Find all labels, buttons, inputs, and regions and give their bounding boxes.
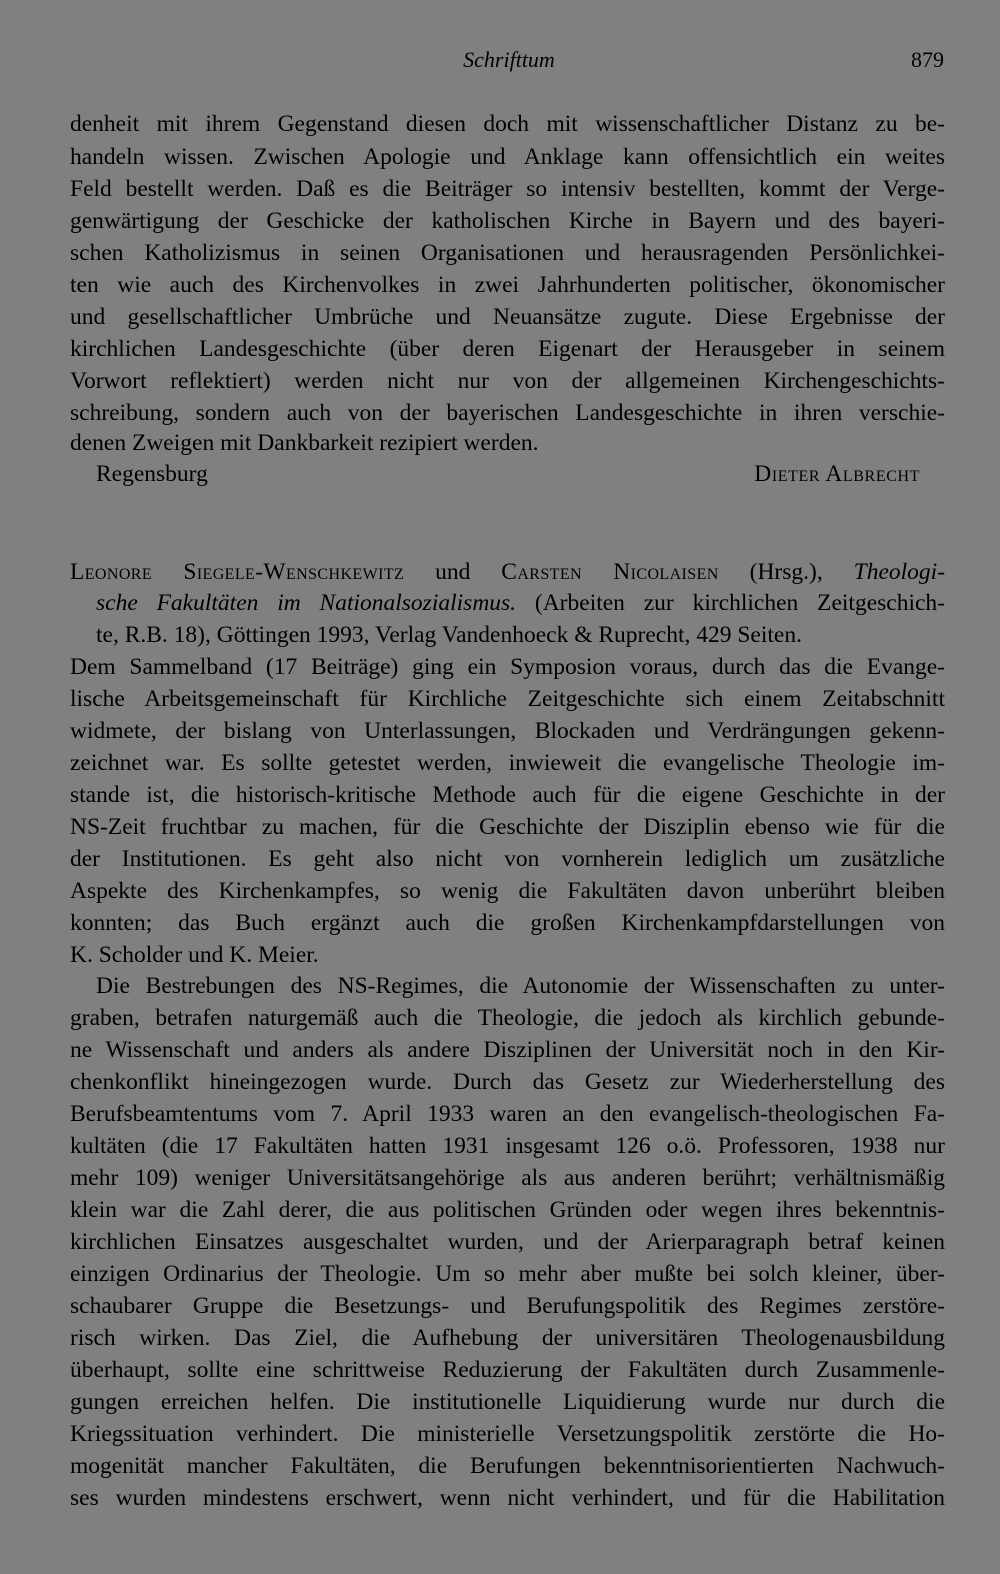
citation-title-part1: Theologi- — [853, 559, 946, 585]
text-line: widmete, der bislang von Unterlassungen, Blockaden und Verdrängungen gekenn- — [70, 718, 945, 744]
citation-hrsg: (Hrsg.), — [718, 559, 854, 585]
text-line: schaubarer Gruppe die Besetzungs- und Berufungspolitik des Regimes zerstöre- — [70, 1293, 945, 1319]
text-line: ses wurden mindestens erschwert, wenn nicht verhindert, und für die Habilitation — [70, 1485, 945, 1511]
text-line: Kriegssituation verhindert. Die ministerielle Versetzungspolitik zerstörte die Ho- — [70, 1421, 945, 1447]
text-line: graben, betrafen naturgemäß auch die Theologie, die jedoch als kirchlich gebunde- — [70, 1005, 945, 1031]
text-line: zeichnet war. Es sollte getestet werden, inwieweit die evangelische Theologie im- — [70, 750, 945, 776]
text-line: denheit mit ihrem Gegenstand diesen doch mit wissenschaftlicher Distanz zu be- — [70, 111, 945, 137]
text-line: Vorwort reflektiert) werden nicht nur von der allgemeinen Kirchengeschichts- — [70, 368, 945, 394]
text-line: und gesellschaftlicher Umbrüche und Neuansätze zugute. Diese Ergebnisse der — [70, 304, 945, 330]
text-line: NS-Zeit fruchtbar zu machen, für die Geschichte der Disziplin ebenso wie für die — [70, 814, 945, 840]
text-line: Feld bestellt werden. Daß es die Beiträger so intensiv bestellten, kommt der Verge- — [70, 176, 945, 202]
text-line: denen Zweigen mit Dankbarkeit rezipiert werden. — [70, 430, 539, 456]
text-line: handeln wissen. Zwischen Apologie und Anklage kann offensichtlich ein weites — [70, 144, 945, 170]
text-line: genwärtigung der Geschicke der katholischen Kirche in Bayern und des bayeri- — [70, 208, 945, 234]
text-line: konnten; das Buch ergänzt auch die großen Kirchenkampfdarstellungen von — [70, 910, 945, 936]
text-line: chenkonflikt hineingezogen wurde. Durch das Gesetz zur Wiederherstellung des — [70, 1069, 945, 1095]
text-line: risch wirken. Das Ziel, die Aufhebung der universitären Theologenausbildung — [70, 1325, 945, 1351]
review-place: Regensburg — [96, 461, 208, 487]
text-line: mehr 109) weniger Universitätsangehörige als aus anderen berührt; verhältnismäßig — [70, 1165, 945, 1191]
running-title: Schrifttum — [463, 47, 555, 72]
citation-line-3: te, R.B. 18), Göttingen 1993, Verlag Vandenhoeck & Ruprecht, 429 Seiten. — [96, 622, 802, 648]
page-number: 879 — [911, 47, 944, 72]
text-line: lische Arbeitsgemeinschaft für Kirchliche Zeitgeschichte sich einem Zeitabschnitt — [70, 686, 945, 712]
citation-editor-2: Carsten Nicolaisen — [501, 559, 719, 585]
text-line: schen Katholizismus in seinen Organisationen und herausragenden Persönlichkei- — [70, 240, 945, 266]
text-line: Dem Sammelband (17 Beiträge) ging ein Symposion voraus, durch das die Evange- — [70, 654, 945, 680]
text-line: schreibung, sondern auch von der bayerischen Landesgeschichte in ihren verschie- — [70, 400, 945, 426]
text-line: kultäten (die 17 Fakultäten hatten 1931 insgesamt 126 o.ö. Professoren, 1938 nur — [70, 1133, 945, 1159]
text-line: ne Wissenschaft und anders als andere Disziplinen der Universität noch in den Kir- — [70, 1037, 945, 1063]
citation-line-1 — [70, 556, 945, 589]
text-line: gungen erreichen helfen. Die institutionelle Liquidierung wurde nur durch die — [70, 1389, 945, 1415]
text-line: Berufsbeamtentums vom 7. April 1933 waren an den evangelisch-theologischen Fa- — [70, 1101, 945, 1127]
text-line: Aspekte des Kirchenkampfes, so wenig die Fakultäten davon unberührt bleiben — [70, 878, 945, 904]
text-line: kirchlichen Landesgeschichte (über deren Eigenart der Herausgeber in seinem — [70, 336, 945, 362]
reviewer-name: Dieter Albrecht — [754, 461, 920, 487]
text-line: stande ist, die historisch-kritische Methode auch für die eigene Geschichte in der — [70, 782, 945, 808]
citation-line-2 — [96, 587, 945, 620]
text-line: der Institutionen. Es geht also nicht von vornherein lediglich um zusätzliche — [70, 846, 945, 872]
text-line: klein war die Zahl derer, die aus politischen Gründen oder wegen ihres bekenntnis- — [70, 1197, 945, 1223]
text-line: mogenität mancher Fakultäten, die Berufungen bekenntnisorientierten Nachwuch- — [70, 1453, 945, 1479]
text-line: einzigen Ordinarius der Theologie. Um so mehr aber mußte bei solch kleiner, über- — [70, 1261, 945, 1287]
text-line: K. Scholder und K. Meier. — [70, 942, 319, 968]
citation-connector: und — [404, 559, 502, 585]
text-line: kirchlichen Einsatzes ausgeschaltet wurden, und der Arierparagraph betraf keinen — [70, 1229, 945, 1255]
text-line: überhaupt, sollte eine schrittweise Reduzierung der Fakultäten durch Zusammenle- — [70, 1357, 945, 1383]
text-line: ten wie auch des Kirchenvolkes in zwei Jahrhunderten politischer, ökonomischer — [70, 272, 945, 298]
citation-editor-1: Leonore Siegele-Wenschkewitz — [70, 559, 405, 585]
citation-series: (Arbeiten zur kirchlichen Zeitgeschich- — [516, 590, 945, 616]
text-line: Die Bestrebungen des NS-Regimes, die Autonomie der Wissenschaften zu unter- — [96, 973, 945, 999]
citation-title-part2: sche Fakultäten im Nationalsozialismus. — [96, 590, 517, 616]
